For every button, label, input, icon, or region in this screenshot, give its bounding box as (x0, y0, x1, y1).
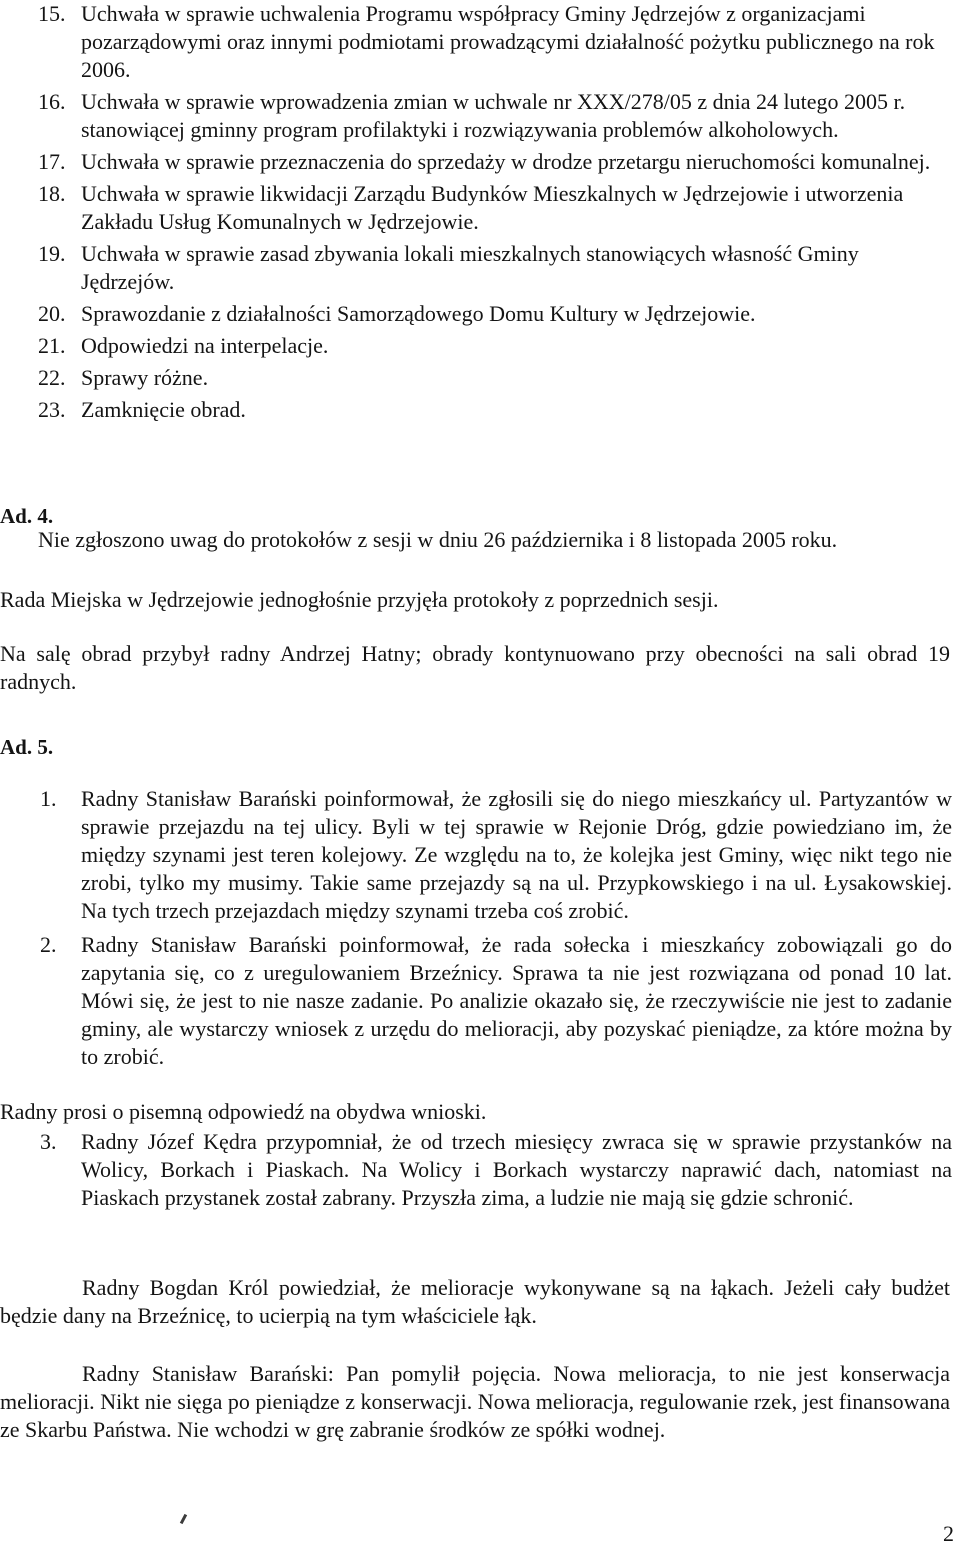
paragraph-written-answer-request: Radny prosi o pisemną odpowiedź na obydwa wnioski. (0, 1099, 487, 1124)
agenda-item-text: Sprawy różne. (81, 365, 209, 390)
interpellation-item (40, 1128, 952, 1212)
interpellation-item (40, 931, 952, 1071)
agenda-item-text: Uchwała w sprawie likwidacji Zarządu Budynków Mieszkalnych w Jędrzejowie i utworzenia Zakładu Usług Komunalnych w Jędrzejowie. (81, 181, 904, 234)
agenda-item-text: Zamknięcie obrad. (81, 397, 246, 422)
interpellation-item (40, 785, 952, 925)
agenda-item-text: Uchwała w sprawie wprowadzenia zmian w uchwale nr XXX/278/05 z dnia 24 lutego 2005 r. stanowiącej gminny program profilaktyki i rozwiązywania problemów alkoholowych. (81, 89, 906, 142)
interpellation-text: Radny Stanisław Barański poinformował, że zgłosili się do niego mieszkańcy ul. Partyzantów w sprawie przejazdu na tej ulicy. Byli w tej sprawie w Rejonie Dróg, gdzie powiedziano im, że między szynami jest teren kolejowy. Ze względu na to, że kolejka jest Gminy, więc nikt tego nie zrobi, tylko my musimy. Takie same przejazdy są na ul. Przypkowskiego i na ul. Łysakowskiej. Na tych trzech przejazdach między szynami trzeba coś zrobić. (81, 786, 952, 923)
section-heading-ad4: Ad. 4. (0, 504, 54, 528)
interpellation-number: 3. (40, 1129, 57, 1154)
paragraph-no-remarks: Nie zgłoszono uwag do protokołów z sesji w dniu 26 października i 8 listopada 2005 roku. (38, 527, 838, 552)
agenda-item-number: 20. (38, 301, 66, 326)
agenda-item-number: 22. (38, 365, 66, 390)
agenda-item (38, 396, 950, 424)
paragraph-councillor-arrived: Na salę obrad przybył radny Andrzej Hatny; obrady kontynuowano przy obecności na sali obrad 19 radnych. (0, 641, 950, 694)
agenda-item (38, 300, 950, 328)
section-heading-ad5: Ad. 5. (0, 735, 54, 759)
interpellation-number: 1. (40, 786, 57, 811)
agenda-list (38, 0, 950, 428)
agenda-item-number: 21. (38, 333, 66, 358)
agenda-item-text: Uchwała w sprawie uchwalenia Programu współpracy Gminy Jędrzejów z organizacjami pozarządowymi oraz innymi podmiotami prowadzącymi działalność pożytku publicznego na rok 2006. (81, 1, 935, 82)
interpellation-number: 2. (40, 932, 57, 957)
agenda-item-number: 18. (38, 181, 66, 206)
interpellation-text: Radny Stanisław Barański poinformował, że rada sołecka i mieszkańcy zobowiązali go do zapytania się, co z uregulowaniem Brzeźnicy. Sprawa ta nie jest rozwiązana od ponad 10 lat. Mówi się, że jest to nie nasze zadanie. Po analizie okazało się, że rzeczywiście nie jest to zadanie gminy, ale wystarczy wniosek z urzędu do melioracji, aby pozyskać pieniądze, za które można by to zrobić. (81, 932, 952, 1069)
agenda-item (38, 148, 950, 176)
agenda-item (38, 88, 950, 144)
agenda-item-number: 23. (38, 397, 66, 422)
paragraph-baranski-reply: Radny Stanisław Barański: Pan pomylił pojęcia. Nowa melioracja, to nie jest konserwacja melioracji. Nikt nie sięga po pieniądze z konserwacji. Nowa melioracja, regulowanie rzek, jest finansowana ze Skarbu Państwa. Nie wchodzi w grę zabranie środków ze spółki wodnej. (0, 1361, 950, 1442)
page-number: 2 (943, 1521, 954, 1546)
interpellation-list (40, 785, 952, 1071)
agenda-item (38, 332, 950, 360)
agenda-item-number: 15. (38, 1, 66, 26)
agenda-item-text: Uchwała w sprawie przeznaczenia do sprzedaży w drodze przetargu nieruchomości komunalnej. (81, 149, 931, 174)
agenda-item-number: 19. (38, 241, 66, 266)
agenda-item-number: 16. (38, 89, 66, 114)
interpellation-list-continued (40, 1128, 952, 1212)
agenda-item-text: Sprawozdanie z działalności Samorządowego Domu Kultury w Jędrzejowie. (81, 301, 756, 326)
paragraph-minutes-approved: Rada Miejska w Jędrzejowie jednogłośnie przyjęła protokoły z poprzednich sesji. (0, 587, 719, 612)
scan-speck (180, 1514, 187, 1524)
agenda-item (38, 0, 950, 84)
agenda-item-text: Odpowiedzi na interpelacje. (81, 333, 329, 358)
agenda-item (38, 240, 950, 296)
agenda-item-number: 17. (38, 149, 66, 174)
agenda-item-text: Uchwała w sprawie zasad zbywania lokali mieszkalnych stanowiących własność Gminy Jędrzejów. (81, 241, 859, 294)
agenda-item (38, 364, 950, 392)
paragraph-krol-statement: Radny Bogdan Król powiedział, że melioracje wykonywane są na łąkach. Jeżeli cały budżet będzie dany na Brzeźnicę, to ucierpią na tym właściciele łąk. (0, 1275, 950, 1328)
interpellation-text: Radny Józef Kędra przypomniał, że od trzech miesięcy zwraca się w sprawie przystanków na Wolicy, Borkach i Piaskach. Na Wolicy i Borkach wystarczy naprawić dach, natomiast na Piaskach przystanek został zabrany. Przyszła zima, a ludzie nie mają się gdzie schronić. (81, 1129, 952, 1210)
agenda-item (38, 180, 950, 236)
